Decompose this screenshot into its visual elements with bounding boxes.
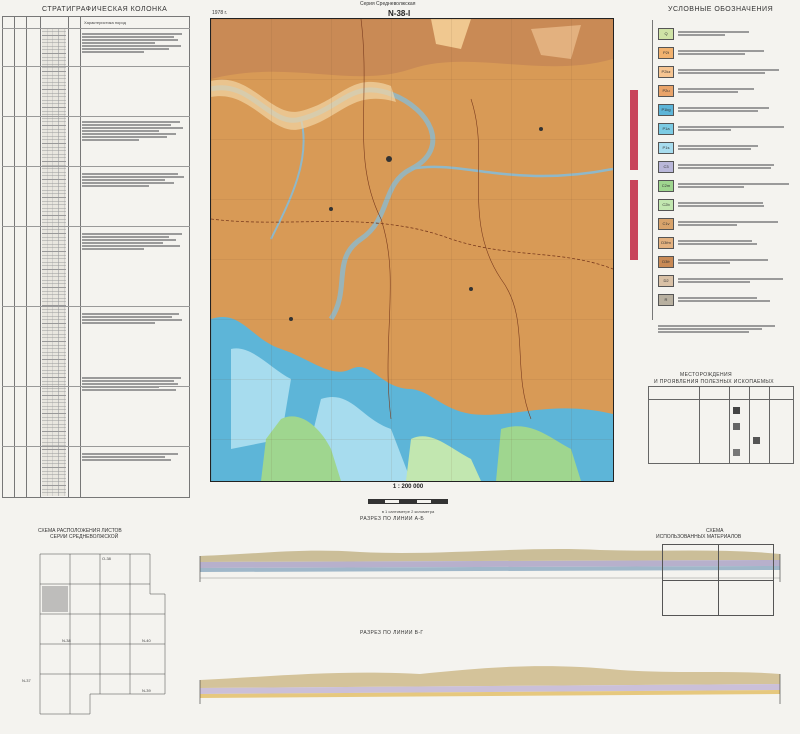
strat-note	[82, 232, 186, 251]
legend-item	[658, 180, 798, 192]
col-divider	[14, 16, 15, 498]
scheme-sheet-label: O-38	[102, 556, 111, 561]
scheme-left-title-2: СЕРИИ СРЕДНЕВОЛЖСКОЙ	[50, 534, 119, 540]
materials-grid	[662, 544, 774, 616]
strat-note	[82, 452, 186, 462]
strat-note	[82, 32, 186, 54]
legend-swatch: P2t	[658, 47, 674, 59]
strat-note	[82, 312, 186, 325]
strat-note	[82, 120, 186, 142]
legend-item	[658, 237, 798, 249]
legend-description	[678, 106, 796, 113]
deposits-title-1: МЕСТОРОЖДЕНИЯ	[680, 372, 733, 378]
legend-swatch: R	[658, 294, 674, 306]
legend-swatch: P2kz	[658, 66, 674, 78]
legend-description	[678, 87, 796, 94]
strat-header: Характеристика пород	[84, 20, 126, 25]
legend-item	[658, 294, 798, 306]
legend-item	[658, 66, 798, 78]
legend-swatch: C3	[658, 161, 674, 173]
scheme-left-title-1: СХЕМА РАСПОЛОЖЕНИЯ ЛИСТОВ	[38, 528, 122, 534]
legend	[618, 6, 798, 366]
legend-description	[678, 201, 796, 208]
deposit-symbol	[733, 449, 740, 456]
legend-swatch: C1v	[658, 218, 674, 230]
coordinate-grid	[211, 19, 613, 481]
col-divider	[68, 16, 69, 498]
legend-item	[658, 85, 798, 97]
year-label: 1978 г.	[212, 10, 228, 16]
legend-swatch: P1kg	[658, 104, 674, 116]
legend-swatch: D3fm	[658, 237, 674, 249]
legend-swatch: D2	[658, 275, 674, 287]
legend-age-bar	[630, 90, 638, 170]
deposit-symbol	[733, 423, 740, 430]
deposits-title-2: И ПРОЯВЛЕНИЯ ПОЛЕЗНЫХ ИСКОПАЕМЫХ	[654, 379, 774, 385]
legend-description	[678, 49, 796, 56]
legend-description	[678, 220, 796, 227]
cross-section-vg	[180, 630, 788, 710]
legend-swatch: D3fr	[658, 256, 674, 268]
settlement-marker	[386, 156, 392, 162]
settlement-marker	[469, 287, 473, 291]
legend-age-bar	[630, 180, 638, 260]
legend-description	[678, 30, 796, 37]
deposit-symbol	[733, 407, 740, 414]
scheme-sheet-label: N-37	[22, 678, 31, 683]
section-ab-title: РАЗРЕЗ ПО ЛИНИИ А-Б	[360, 516, 425, 522]
legend-symbols	[658, 324, 788, 354]
materials-scheme	[652, 528, 782, 618]
legend-item	[658, 275, 798, 287]
legend-item	[658, 123, 798, 135]
legend-description	[678, 125, 796, 132]
settlement-marker	[289, 317, 293, 321]
legend-description	[678, 163, 796, 170]
col-divider	[40, 16, 41, 498]
legend-description	[678, 182, 796, 189]
scheme-sheet-label: N-38	[62, 638, 71, 643]
legend-item	[658, 161, 798, 173]
series-label: Серия Средневолжская	[360, 1, 416, 7]
legend-swatch: C2m	[658, 180, 674, 192]
legend-description	[678, 239, 796, 246]
legend-description	[678, 277, 796, 284]
settlement-marker	[329, 207, 333, 211]
legend-swatch: C2b	[658, 199, 674, 211]
legend-item	[658, 104, 798, 116]
legend-swatch: Q	[658, 28, 674, 40]
legend-age-column	[618, 20, 653, 320]
legend-swatch: P1s	[658, 142, 674, 154]
section-vg-title: РАЗРЕЗ ПО ЛИНИИ В-Г	[360, 630, 424, 636]
col-divider	[80, 16, 81, 498]
scheme-right-title-1: СХЕМА	[706, 528, 724, 534]
strat-frame	[2, 16, 190, 498]
col-divider	[26, 16, 27, 498]
deposits-table	[648, 386, 794, 464]
deposit-symbol	[753, 437, 760, 444]
scale-bar	[348, 484, 468, 514]
legend-description	[678, 258, 796, 265]
legend-item	[658, 199, 798, 211]
legend-title: УСЛОВНЫЕ ОБОЗНАЧЕНИЯ	[668, 6, 774, 13]
scale-subtext: в 1 сантиметре 2 километра	[381, 509, 435, 514]
scheme-sheet-label: N-40	[142, 638, 151, 643]
map-drawing	[211, 19, 613, 481]
deposits-panel	[640, 372, 798, 482]
legend-description	[678, 68, 796, 75]
stratigraphic-column	[2, 6, 190, 498]
scale-text: 1 : 200 000	[392, 484, 424, 490]
strat-note	[82, 172, 186, 188]
strat-title: СТРАТИГРАФИЧЕСКАЯ КОЛОНКА	[42, 6, 168, 13]
legend-swatch: P1a	[658, 123, 674, 135]
legend-item	[658, 256, 798, 268]
legend-item	[658, 47, 798, 59]
strat-note	[82, 376, 186, 392]
sheet-layout-scheme	[20, 528, 180, 728]
lithology-column	[42, 28, 66, 496]
sheet-number: N-38-I	[388, 9, 411, 18]
scheme-sheet-label: N-39	[142, 688, 151, 693]
settlement-marker	[539, 127, 543, 131]
legend-item	[658, 142, 798, 154]
geological-map[interactable]	[210, 18, 614, 482]
legend-swatch: P2u	[658, 85, 674, 97]
legend-item	[658, 218, 798, 230]
legend-description	[678, 144, 796, 151]
legend-item	[658, 28, 798, 40]
scheme-right-title-2: ИСПОЛЬЗОВАННЫХ МАТЕРИАЛОВ	[656, 534, 742, 540]
legend-description	[678, 296, 796, 303]
